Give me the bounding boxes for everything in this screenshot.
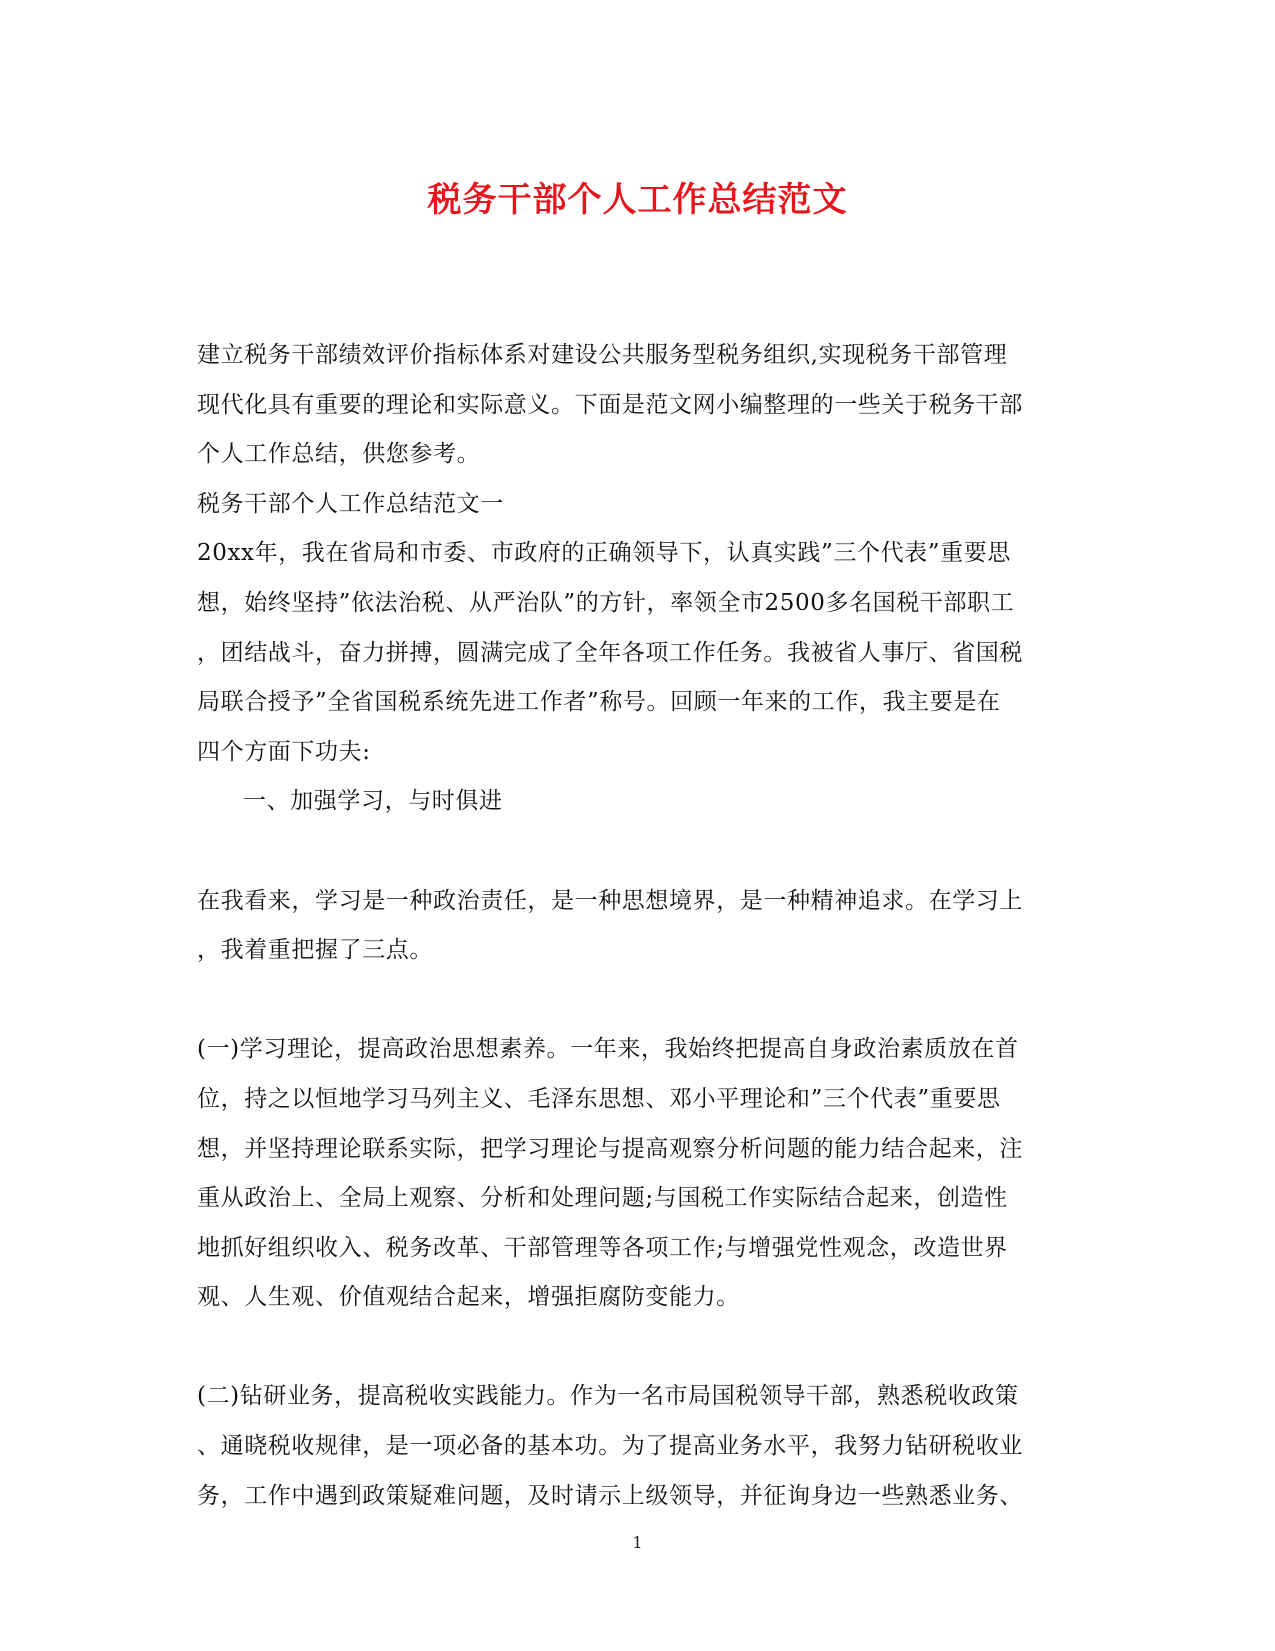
- paragraph-gap: [197, 1323, 1077, 1373]
- paragraph-line: 想，始终坚持”依法治税、从严治队”的方针，率领全市2500多名国税干部职工: [197, 589, 1015, 616]
- paragraph-line: 想，并坚持理论联系实际，把学习理论与提高观察分析问题的能力结合起来，注: [197, 1135, 1023, 1162]
- paragraph-line: 观、人生观、价值观结合起来，增强拒腐防变能力。: [197, 1284, 740, 1311]
- paragraph-line: 四个方面下功夫:: [197, 738, 371, 765]
- section-heading: 税务干部个人工作总结范文一: [197, 490, 504, 517]
- paragraph-line: 局联合授予”全省国税系统先进工作者”称号。回顾一年来的工作，我主要是在: [197, 689, 1001, 716]
- paragraph-line: (一)学习理论，提高政治思想素养。一年来，我始终把提高自身政治素质放在首: [197, 1036, 1019, 1063]
- document-body: [197, 331, 1077, 1521]
- document-title: 税务干部个人工作总结范文: [427, 180, 848, 220]
- paragraph-line: ，我着重把握了三点。: [197, 937, 433, 964]
- subsection-heading: 一、加强学习，与时俱进: [243, 788, 503, 815]
- paragraph-line: 地抓好组织收入、税务改革、干部管理等各项工作;与增强党性观念，改造世界: [197, 1234, 1008, 1261]
- paragraph-line: 重从政治上、全局上观察、分析和处理问题;与国税工作实际结合起来，创造性: [197, 1185, 1008, 1212]
- paragraph-line: 在我看来，学习是一种政治责任，是一种思想境界，是一种精神追求。在学习上: [197, 887, 1023, 914]
- paragraph-line: ，团结战斗，奋力拼搏，圆满完成了全年各项工作任务。我被省人事厅、省国税: [197, 639, 1023, 666]
- paragraph-line: 务，工作中遇到政策疑难问题，及时请示上级领导，并征询身边一些熟悉业务、: [197, 1482, 1023, 1509]
- paragraph-gap: [197, 976, 1077, 1026]
- paragraph-line: 位，持之以恒地学习马列主义、毛泽东思想、邓小平理论和”三个代表”重要思: [197, 1085, 1001, 1112]
- paragraph-line: 现代化具有重要的理论和实际意义。下面是范文网小编整理的一些关于税务干部: [197, 391, 1023, 418]
- paragraph-line: (二)钻研业务，提高税收实践能力。作为一名市局国税领导干部，熟悉税收政策: [197, 1383, 1019, 1410]
- paragraph-gap: [197, 827, 1077, 877]
- paragraph-line: 20xx年，我在省局和市委、市政府的正确领导下，认真实践”三个代表”重要思: [197, 540, 1011, 567]
- paragraph-line: 建立税务干部绩效评价指标体系对建设公共服务型税务组织,实现税务干部管理: [197, 342, 1008, 368]
- paragraph-line: 、通晓税收规律，是一项必备的基本功。为了提高业务水平，我努力钻研税收业: [197, 1433, 1023, 1460]
- paragraph-line: 个人工作总结，供您参考。: [197, 441, 481, 468]
- page-number: 1: [632, 1533, 643, 1552]
